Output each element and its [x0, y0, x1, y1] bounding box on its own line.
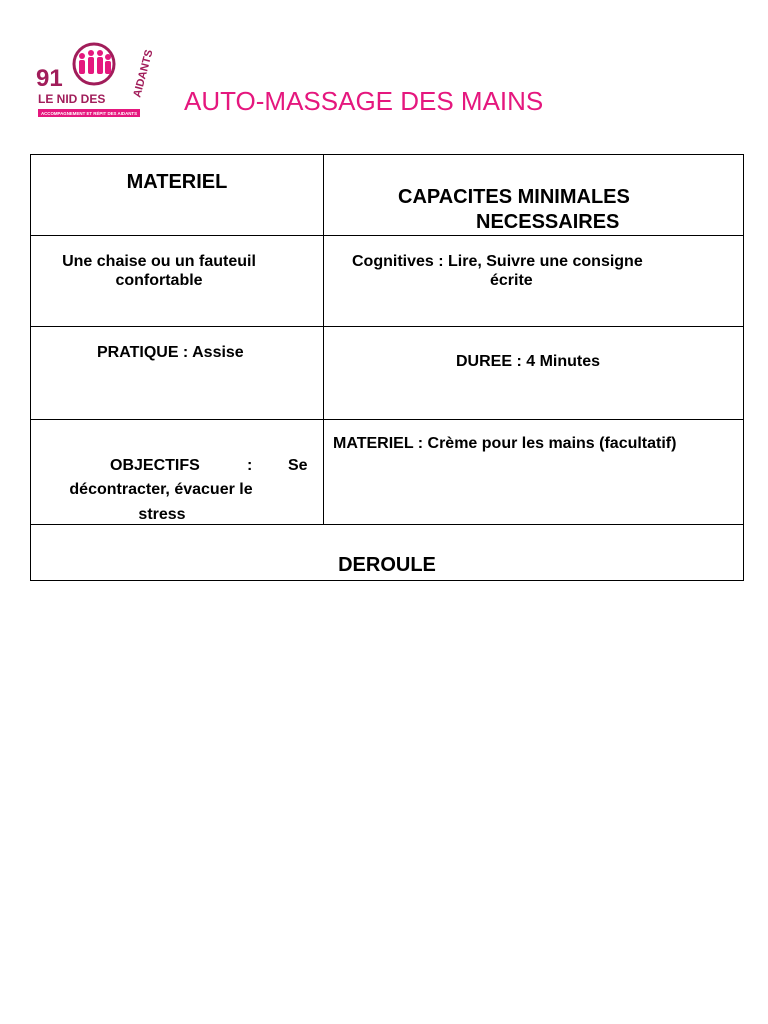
header-materiel-cell [31, 155, 324, 236]
pratique-cell [31, 327, 324, 420]
objectifs-word: Se [288, 457, 308, 474]
objectifs-cell [31, 420, 324, 525]
logo-number: 91 [36, 65, 63, 92]
materiel-line1: Une chaise ou un fauteuil [62, 253, 256, 270]
deroule-row [31, 525, 744, 581]
objectifs-line2: décontracter, évacuer le [69, 481, 253, 498]
logo-name: LE NID DES [38, 92, 106, 106]
objectifs-colon: : [247, 457, 253, 474]
deroule-cell [31, 525, 744, 581]
logo-tagline: ACCOMPAGNEMENT ET RÉPIT DES AIDANTS [40, 111, 138, 116]
header-row [31, 155, 744, 236]
duree-cell [324, 327, 744, 420]
capacites-cell [324, 236, 744, 327]
materiel-extra-cell [324, 420, 744, 525]
objectifs-line3: stress [138, 506, 186, 523]
materiel-cell [31, 236, 324, 327]
logo-name-vertical: AIDANTS [131, 48, 156, 99]
header-capacites-cell [324, 155, 744, 236]
capacites-line1: Cognitives : Lire, Suivre une consigne [352, 253, 643, 270]
deroule-heading: DEROULE [338, 554, 436, 576]
materiel-line2: confortable [115, 272, 203, 289]
header-capacites-line1: CAPACITES MINIMALES [398, 186, 630, 208]
capacites-line2: écrite [490, 272, 533, 289]
logo [36, 40, 156, 124]
table-row [31, 420, 744, 525]
objectifs-label: OBJECTIFS [110, 457, 200, 474]
header-capacites-line2: NECESSAIRES [476, 211, 620, 233]
table-row [31, 327, 744, 420]
page-title: AUTO-MASSAGE DES MAINS [184, 86, 544, 116]
materiel-extra-text: MATERIEL : Crème pour les mains (facultatif) [333, 435, 677, 452]
pratique-text: PRATIQUE : Assise [97, 344, 244, 361]
table-row [31, 236, 744, 327]
duree-text: DUREE : 4 Minutes [456, 353, 601, 370]
activity-table [30, 154, 744, 581]
header-materiel: MATERIEL [126, 171, 228, 193]
logo-figures-icon [79, 50, 111, 74]
